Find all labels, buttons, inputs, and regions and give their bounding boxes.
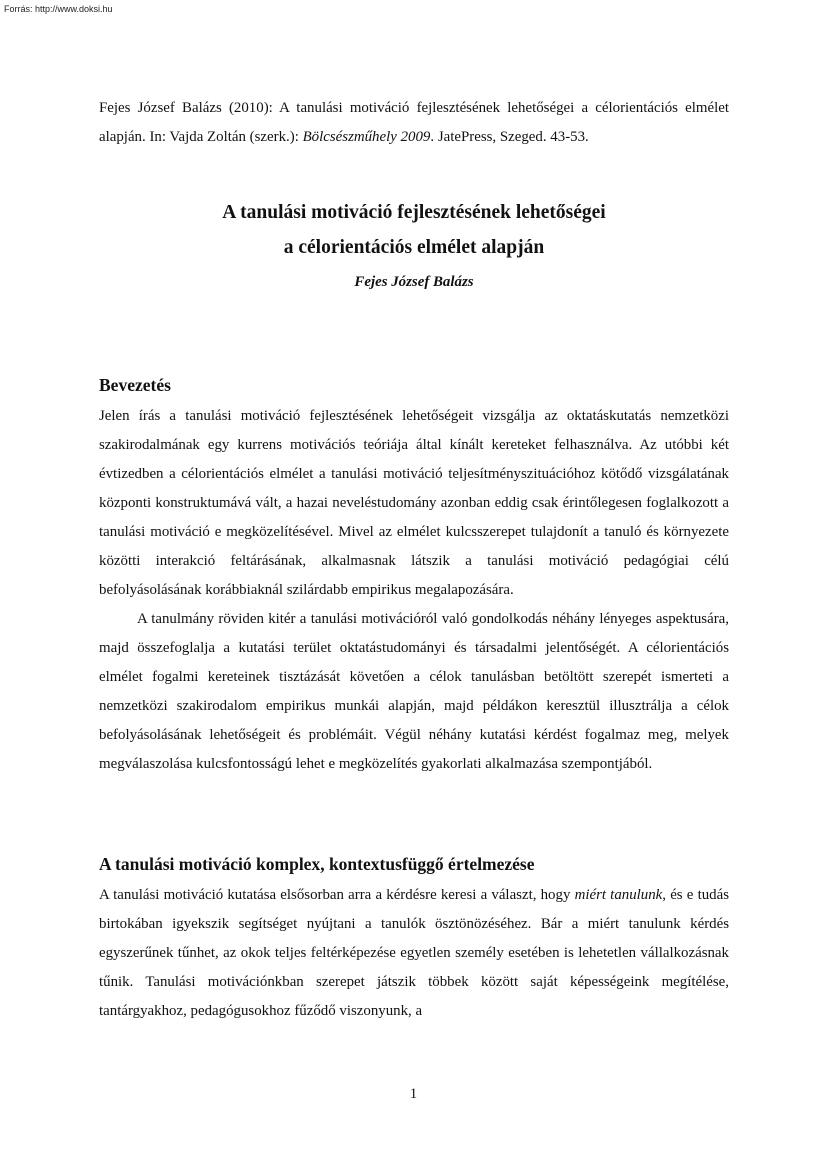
section-heading-2: A tanulási motiváció komplex, kontextusfüggő értelmezése xyxy=(99,854,535,874)
paper-title xyxy=(99,195,729,265)
citation-text: Fejes József Balázs (2010): A tanulási motiváció fejlesztésének lehetőségei a célorientációs elmélet alapján. In: Vajda Zoltán (szerk.): xyxy=(99,100,729,145)
title-line-2: a célorientációs elmélet alapján xyxy=(283,237,545,258)
citation xyxy=(99,94,729,152)
section-2-text-a: A tanulási motiváció kutatása elsősorban arra a kérdésre keresi a választ, hogy xyxy=(99,887,575,903)
citation-journal: Bölcsészműhely 2009 xyxy=(302,129,431,145)
intro-paragraph-1: Jelen írás a tanulási motiváció fejlesztésének lehetőségeit vizsgálja az oktatáskutatás nemzetközi szakirodalmának egy kurrens motivációs teóriája által kínált kereteket felhasználva. Az utóbbi két évtizedben a célorientációs elmélet a tanulási motiváció teljesítményszituációhoz kötődő vizsgálatának központi konstruktumává vált, a hazai neveléstudomány azonban eddig csak érintőlegesen foglalkozott a tanulási motiváció e megközelítésével. Mivel az elmélet kulcsszerepet tulajdonít a tanuló és környezete közötti interakció feltárásának, alkalmasnak látszik a tanulási motiváció pedagógiai célú befolyásolásának korábbiaknál szilárdabb empirikus megalapozására. xyxy=(99,408,729,598)
title-line-1: A tanulási motiváció fejlesztésének lehetőségei xyxy=(222,202,606,223)
section-heading-intro: Bevezetés xyxy=(99,375,171,395)
section-2-paragraph xyxy=(99,881,729,1026)
section-2-text-b: , és e tudás birtokában igyekszik segítséget nyújtani a tanulók ösztönözéséhez. Bár a miért tanulunk kérdés egyszerűnek tűnhet, az okok teljes feltérképezése egyetlen személy esetében is lehetetlen vállalkozásnak tűnik. Tanulási motivációnkban szerepet játszik többek között saját képességeink megítélése, tantárgyakhoz, pedagógusokhoz fűződő viszonyunk, a xyxy=(99,887,729,1019)
page-number: 1 xyxy=(409,1086,418,1102)
intro-paragraph-2: A tanulmány röviden kitér a tanulási motivációról való gondolkodás néhány lényeges aspektusára, majd összefoglalja a kutatási terület oktatástudományi és társadalmi jelentőségét. A célorientációs elmélet fogalmi kereteinek tisztázását követően a célok tanulásban betöltött szerepét ismerteti a nemzetközi szakirodalom empirikus munkái alapján, majd példákon keresztül illusztrálja a célok befolyásolásának lehetőségeit és problémáit. Végül néhány kutatási kérdést fogalmaz meg, melyek megválaszolása kulcsfontosságú lehet e megközelítés gyakorlati alkalmazása szempontjából. xyxy=(99,611,729,772)
citation-publisher: . JatePress, Szeged. 43-53. xyxy=(430,129,589,145)
source-label: Forrás: http://www.doksi.hu xyxy=(4,4,113,14)
section-2-italic: miért tanulunk xyxy=(574,887,663,903)
intro-section xyxy=(99,402,729,779)
author: Fejes József Balázs xyxy=(354,274,474,290)
